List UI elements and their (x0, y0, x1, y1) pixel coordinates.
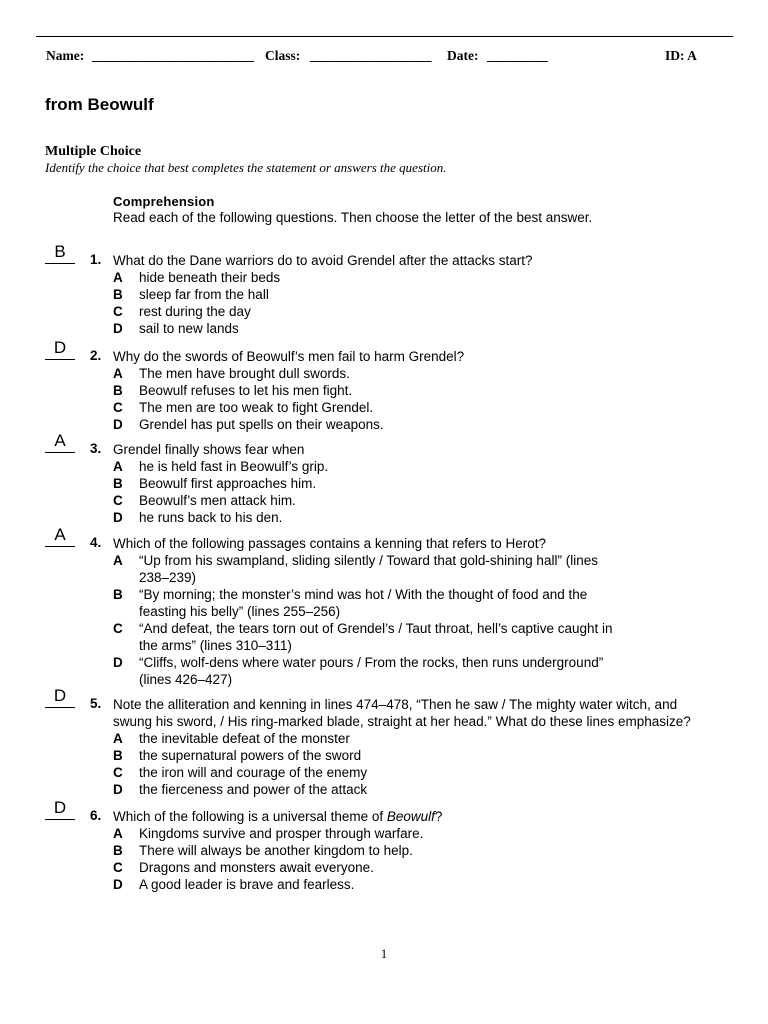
page-title: from Beowulf (45, 95, 154, 114)
choice-text-line-2: feasting his belly” (lines 255–256) (139, 604, 341, 619)
choice-letter: D (113, 782, 123, 797)
answer-5[interactable]: D (53, 686, 67, 705)
choice-text: the fierceness and power of the attack (139, 782, 368, 797)
choice-letter: B (113, 843, 123, 858)
choice-letter: A (113, 366, 123, 381)
comprehension-instructions: Read each of the following questions. Then choose the letter of the best answer. (113, 210, 593, 225)
class-label: Class: (265, 48, 301, 63)
question-text-line-1: Note the alliteration and kenning in lines 474–478, “Then he saw / The mighty water witch, and (113, 697, 678, 712)
choice-text: The men are too weak to fight Grendel. (139, 400, 374, 415)
choice-letter: A (113, 826, 123, 841)
choice-text: A good leader is brave and fearless. (139, 877, 355, 892)
choice-text: sleep far from the hall (139, 287, 269, 302)
question-text (113, 808, 713, 825)
choice-letter: B (113, 476, 123, 491)
header-rule (36, 36, 733, 37)
choice-letter: B (113, 287, 123, 302)
question-number: 3. (90, 441, 102, 456)
choice-text: Grendel has put spells on their weapons. (139, 417, 384, 432)
question-text-part: ? (434, 809, 443, 824)
answer-blank-1 (45, 263, 75, 264)
choice-letter: A (113, 459, 123, 474)
choice-letter: A (113, 270, 123, 285)
choice-letter: C (113, 621, 123, 636)
choice-letter: B (113, 748, 123, 763)
answer-6[interactable]: D (53, 798, 67, 817)
section-instructions: Identify the choice that best completes the statement or answers the question. (45, 160, 447, 175)
question-text-line-2: swung his sword, / His ring-marked blade, straight at her head.” What do these lines emphasize? (113, 714, 691, 729)
answer-blank-3 (45, 452, 75, 453)
choice-letter: D (113, 655, 123, 670)
choice-text-line-2: 238–239) (139, 570, 197, 585)
choice-text-line-1: “By morning; the monster’s mind was hot / With the thought of food and the (139, 587, 588, 602)
choice-text-line-1: “Up from his swampland, sliding silently / Toward that gold-shining hall” (lines (139, 553, 598, 568)
choice-letter: C (113, 860, 123, 875)
choice-text: sail to new lands (139, 321, 239, 336)
answer-4[interactable]: A (54, 525, 66, 544)
choice-text-line-2: the arms” (lines 310–311) (139, 638, 292, 653)
answer-blank-6 (45, 819, 75, 820)
choice-letter: A (113, 731, 123, 746)
choice-text: the inevitable defeat of the monster (139, 731, 350, 746)
question-number: 5. (90, 696, 102, 711)
choice-text: Kingdoms survive and prosper through warfare. (139, 826, 424, 841)
choice-text-line-2: (lines 426–427) (139, 672, 233, 687)
choice-letter: C (113, 304, 123, 319)
choice-text: Beowulf’s men attack him. (139, 493, 296, 508)
question-text: Grendel finally shows fear when (113, 442, 305, 457)
question-text-part: Which of the following is a universal theme of (113, 809, 387, 824)
answer-3[interactable]: A (54, 431, 66, 450)
answer-blank-2 (45, 359, 75, 360)
answer-blank-4 (45, 546, 75, 547)
work-title: Beowulf (386, 809, 435, 824)
class-field[interactable]: __________________ (310, 48, 432, 63)
name-field[interactable]: ________________________ (92, 48, 254, 63)
choice-text: he runs back to his den. (139, 510, 283, 525)
choice-letter: D (113, 417, 123, 432)
date-field[interactable]: _________ (487, 48, 548, 63)
choice-letter: D (113, 510, 123, 525)
choice-text: Beowulf refuses to let his men fight. (139, 383, 353, 398)
choice-letter: B (113, 587, 123, 602)
choice-letter: A (113, 553, 123, 568)
answer-blank-5 (45, 707, 75, 708)
choice-text: the supernatural powers of the sword (139, 748, 362, 763)
comprehension-heading: Comprehension (113, 194, 215, 209)
choice-text: he is held fast in Beowulf’s grip. (139, 459, 329, 474)
choice-letter: C (113, 493, 123, 508)
choice-letter: C (113, 400, 123, 415)
choice-text: Dragons and monsters await everyone. (139, 860, 374, 875)
question-number: 6. (90, 808, 102, 823)
test-id: ID: A (665, 48, 697, 63)
choice-letter: B (113, 383, 123, 398)
question-text: Why do the swords of Beowulf’s men fail to harm Grendel? (113, 349, 465, 364)
page-number: 1 (380, 946, 388, 961)
choice-text-line-1: “Cliffs, wolf-dens where water pours / From the rocks, then runs underground” (139, 655, 604, 670)
choice-text: There will always be another kingdom to help. (139, 843, 413, 858)
student-header (46, 48, 706, 68)
choice-letter: C (113, 765, 123, 780)
date-label: Date: (447, 48, 479, 63)
choice-text-line-1: “And defeat, the tears torn out of Grendel’s / Taut throat, hell’s captive caught in (139, 621, 613, 636)
answer-2[interactable]: D (53, 338, 67, 357)
question-number: 2. (90, 348, 102, 363)
choice-text: Beowulf first approaches him. (139, 476, 317, 491)
choice-letter: D (113, 877, 123, 892)
question-number: 1. (90, 252, 102, 267)
answer-1[interactable]: B (54, 242, 66, 261)
choice-text: rest during the day (139, 304, 251, 319)
name-label: Name: (46, 48, 85, 63)
question-text: Which of the following passages contains a kenning that refers to Herot? (113, 536, 546, 551)
choice-text: hide beneath their beds (139, 270, 281, 285)
choice-text: the iron will and courage of the enemy (139, 765, 368, 780)
question-text: What do the Dane warriors do to avoid Grendel after the attacks start? (113, 253, 533, 268)
section-title: Multiple Choice (45, 144, 142, 159)
choice-letter: D (113, 321, 123, 336)
choice-text: The men have brought dull swords. (139, 366, 350, 381)
question-number: 4. (90, 535, 102, 550)
